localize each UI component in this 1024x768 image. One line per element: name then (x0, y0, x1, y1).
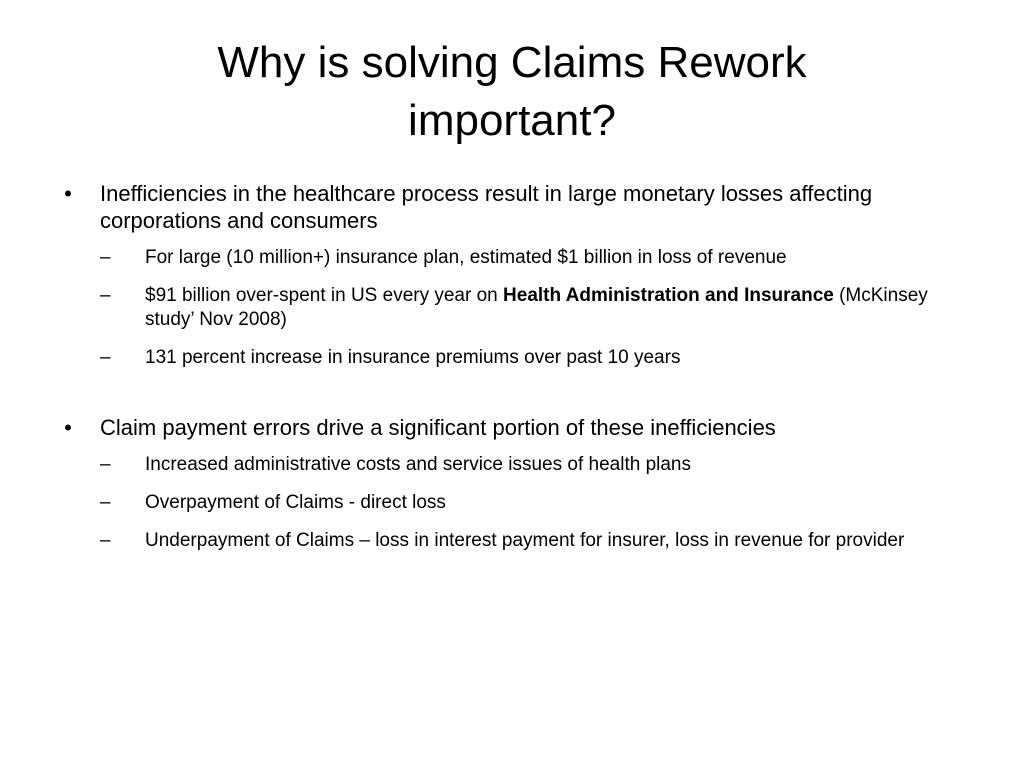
dash-marker: – (100, 285, 111, 306)
bullet-text: Claim payment errors drive a significant portion of these inefficiencies (100, 415, 776, 440)
slide-title-line-1: Why is solving Claims Rework (217, 38, 807, 87)
dash-marker: – (100, 247, 111, 268)
sub-bullet-text: For large (10 million+) insurance plan, estimated $1 billion in loss of revenue (145, 247, 787, 268)
bullet-marker: • (64, 181, 72, 206)
sub-bullet-underpayment (100, 529, 968, 553)
bullet-inefficiencies (58, 180, 968, 234)
slide-title (100, 34, 924, 150)
sub-bullet-text: Underpayment of Claims – loss in interest payment for insurer, loss in revenue for provider (145, 530, 905, 551)
sub-bullet-premiums (100, 346, 968, 370)
sub-bullet-text: 131 percent increase in insurance premiums over past 10 years (145, 347, 681, 368)
sub-bullet-text: Increased administrative costs and service issues of health plans (145, 454, 691, 475)
sub-bullet-admin-costs (100, 453, 968, 477)
slide-body (58, 180, 968, 567)
sub-bullet-list (100, 453, 968, 553)
bullet-marker: • (64, 415, 72, 440)
sub-bullet-text-bold: Health Administration and Insurance (503, 285, 834, 306)
dash-marker: – (100, 492, 111, 513)
sub-bullet-list (100, 246, 968, 370)
dash-marker: – (100, 454, 111, 475)
sub-bullet-text-after: (McKinsey study’ Nov 2008) (145, 285, 928, 330)
sub-bullet-revenue-loss (100, 246, 968, 270)
sub-bullet-overspent (100, 284, 968, 332)
bullet-claim-errors (58, 414, 968, 441)
sub-bullet-text-before: $91 billion over-spent in US every year on (145, 285, 504, 306)
slide-title-line-2: important? (408, 96, 616, 145)
dash-marker: – (100, 530, 111, 551)
sub-bullet-text: Overpayment of Claims - direct loss (145, 492, 446, 513)
dash-marker: – (100, 347, 111, 368)
sub-bullet-overpayment (100, 491, 968, 515)
bullet-text: Inefficiencies in the healthcare process result in large monetary losses affecting corporations and consumers (100, 181, 873, 233)
